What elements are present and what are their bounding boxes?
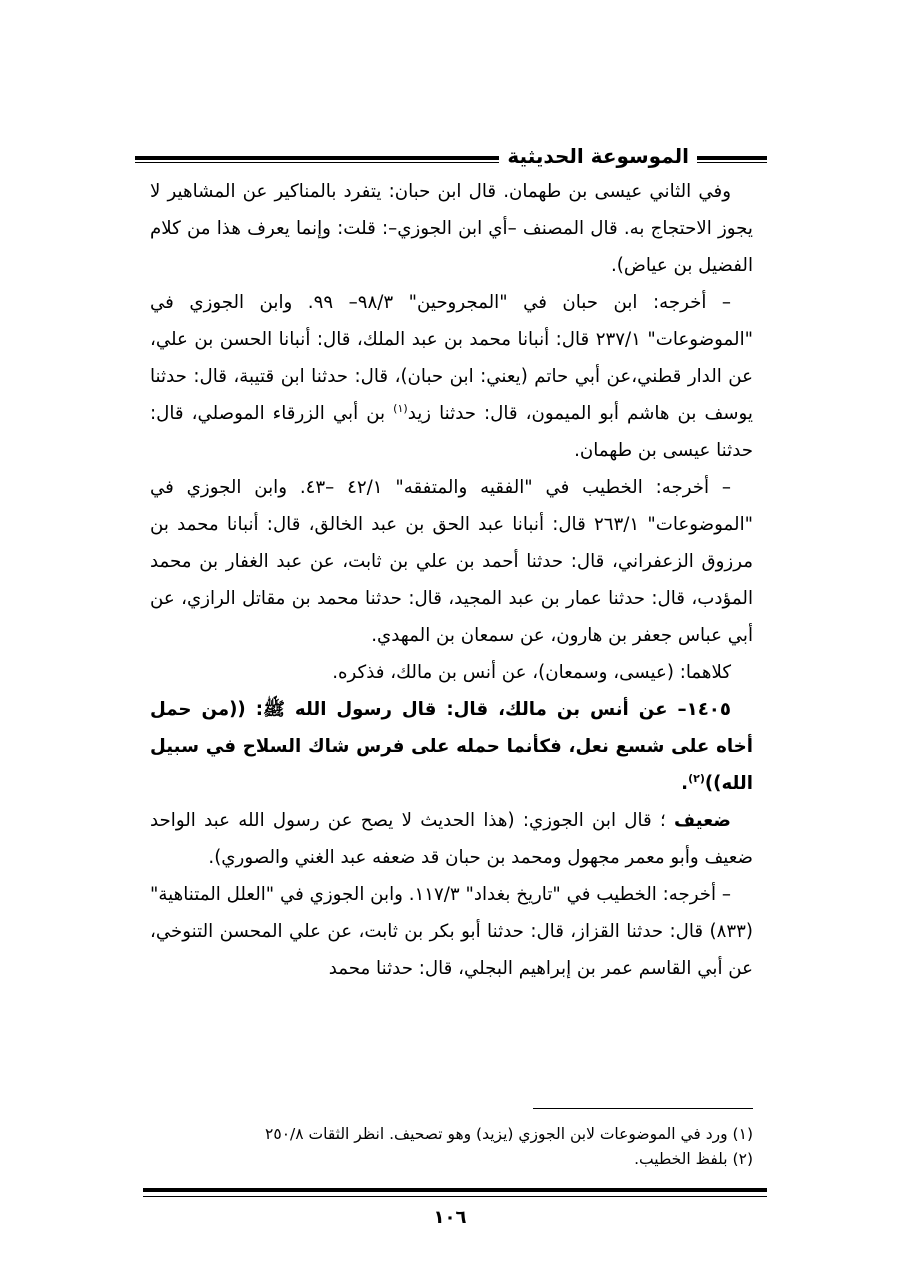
paragraph: وفي الثاني عيسى بن طهمان. قال ابن حبان: يتفرد بالمناكير عن المشاهير لا يجوز الاحتجاج به. قال المصنف –أي ابن الجوزي–: قلت: وإنما يعرف هذا من كلام الفضيل بن عياض). <box>150 181 753 276</box>
grading-text: ؛ قال ابن الجوزي: (هذا الحديث لا يصح عن رسول الله عبد الواحد ضعيف وأبو معمر مجهول ومحمد بن حبان قد ضعفه عبد الغني والصوري). <box>150 810 753 868</box>
grading-label: ضعيف <box>674 810 731 831</box>
paragraph: – أخرجه: الخطيب في "تاريخ بغداد" ١١٧/٣. وابن الجوزي في "العلل المتناهية" (٨٣٣) قال: حدثنا القزاز، قال: حدثنا أبو بكر بن ثابت، عن علي المحسن التنوخي، عن أبي القاسم عمر بن إبراهيم البجلي، قال: حدثنا محمد <box>150 884 753 979</box>
page-number: ١٠٦ <box>433 1207 467 1228</box>
header-title: الموسوعة الحديثية <box>499 140 697 172</box>
paragraph-text: – أخرجه: ابن حبان في "المجروحين" ٩٨/٣– ٩٩. وابن الجوزي في "الموضوعات" ٢٣٧/١ قال: أنبانا محمد بن عبد الملك، قال: أنبانا الحسن بن علي، عن الدار قطني،عن أبي حاتم (يعني: ابن حبان)، قال: حدثنا ابن قتيبة، قال: حدثنا يوسف بن هاشم أبو الميمون، قال: حدثنا زيد <box>150 292 753 424</box>
footer-rule-thin <box>143 1196 767 1197</box>
paragraph-text: بن أبي الزرقاء الموصلي، قال: حدثنا عيسى بن طهمان. <box>150 403 753 461</box>
footnote-2: (٢) بلفظ الخطيب. <box>634 1150 753 1168</box>
paragraph <box>150 284 753 469</box>
hadith-end: . <box>681 773 689 794</box>
footnote-1: (١) ورد في الموضوعات لابن الجوزي (يزيد) وهو تصحيف. انظر الثقات ٢٥٠/٨ <box>265 1125 753 1143</box>
footnote-ref-2: (٢) <box>688 771 705 785</box>
running-header <box>135 140 767 174</box>
main-text <box>150 173 753 987</box>
hadith-text: ١٤٠٥– عن أنس بن مالك، قال: قال رسول الله ﷺ: ((من حمل أخاه على شسع نعل، فكأنما حمله على فرس شاك السلاح في سبيل الله)) <box>150 699 753 794</box>
footer-rule <box>143 1188 767 1192</box>
paragraph: – أخرجه: الخطيب في "الفقيه والمتفقه" ٤٢/١ –٤٣. وابن الجوزي في "الموضوعات" ٢٦٣/١ قال: أنبانا عبد الحق بن عبد الخالق، قال: أنبانا محمد بن مرزوق الزعفراني، قال: حدثنا أحمد بن علي بن ثابت، عن عبد الغفار بن محمد المؤدب، قال: حدثنا عمار بن عبد المجيد، قال: حدثنا محمد بن مقاتل الرازي، عن أبي عباس جعفر بن هارون، عن سمعان بن المهدي. <box>150 477 753 646</box>
footnote-ref-1: (١) <box>393 401 408 415</box>
footnotes <box>150 1122 753 1172</box>
hadith-paragraph <box>150 691 753 802</box>
paragraph <box>150 802 753 876</box>
paragraph: كلاهما: (عيسى، وسمعان)، عن أنس بن مالك، فذكره. <box>332 662 731 683</box>
footnote-separator <box>533 1108 753 1109</box>
